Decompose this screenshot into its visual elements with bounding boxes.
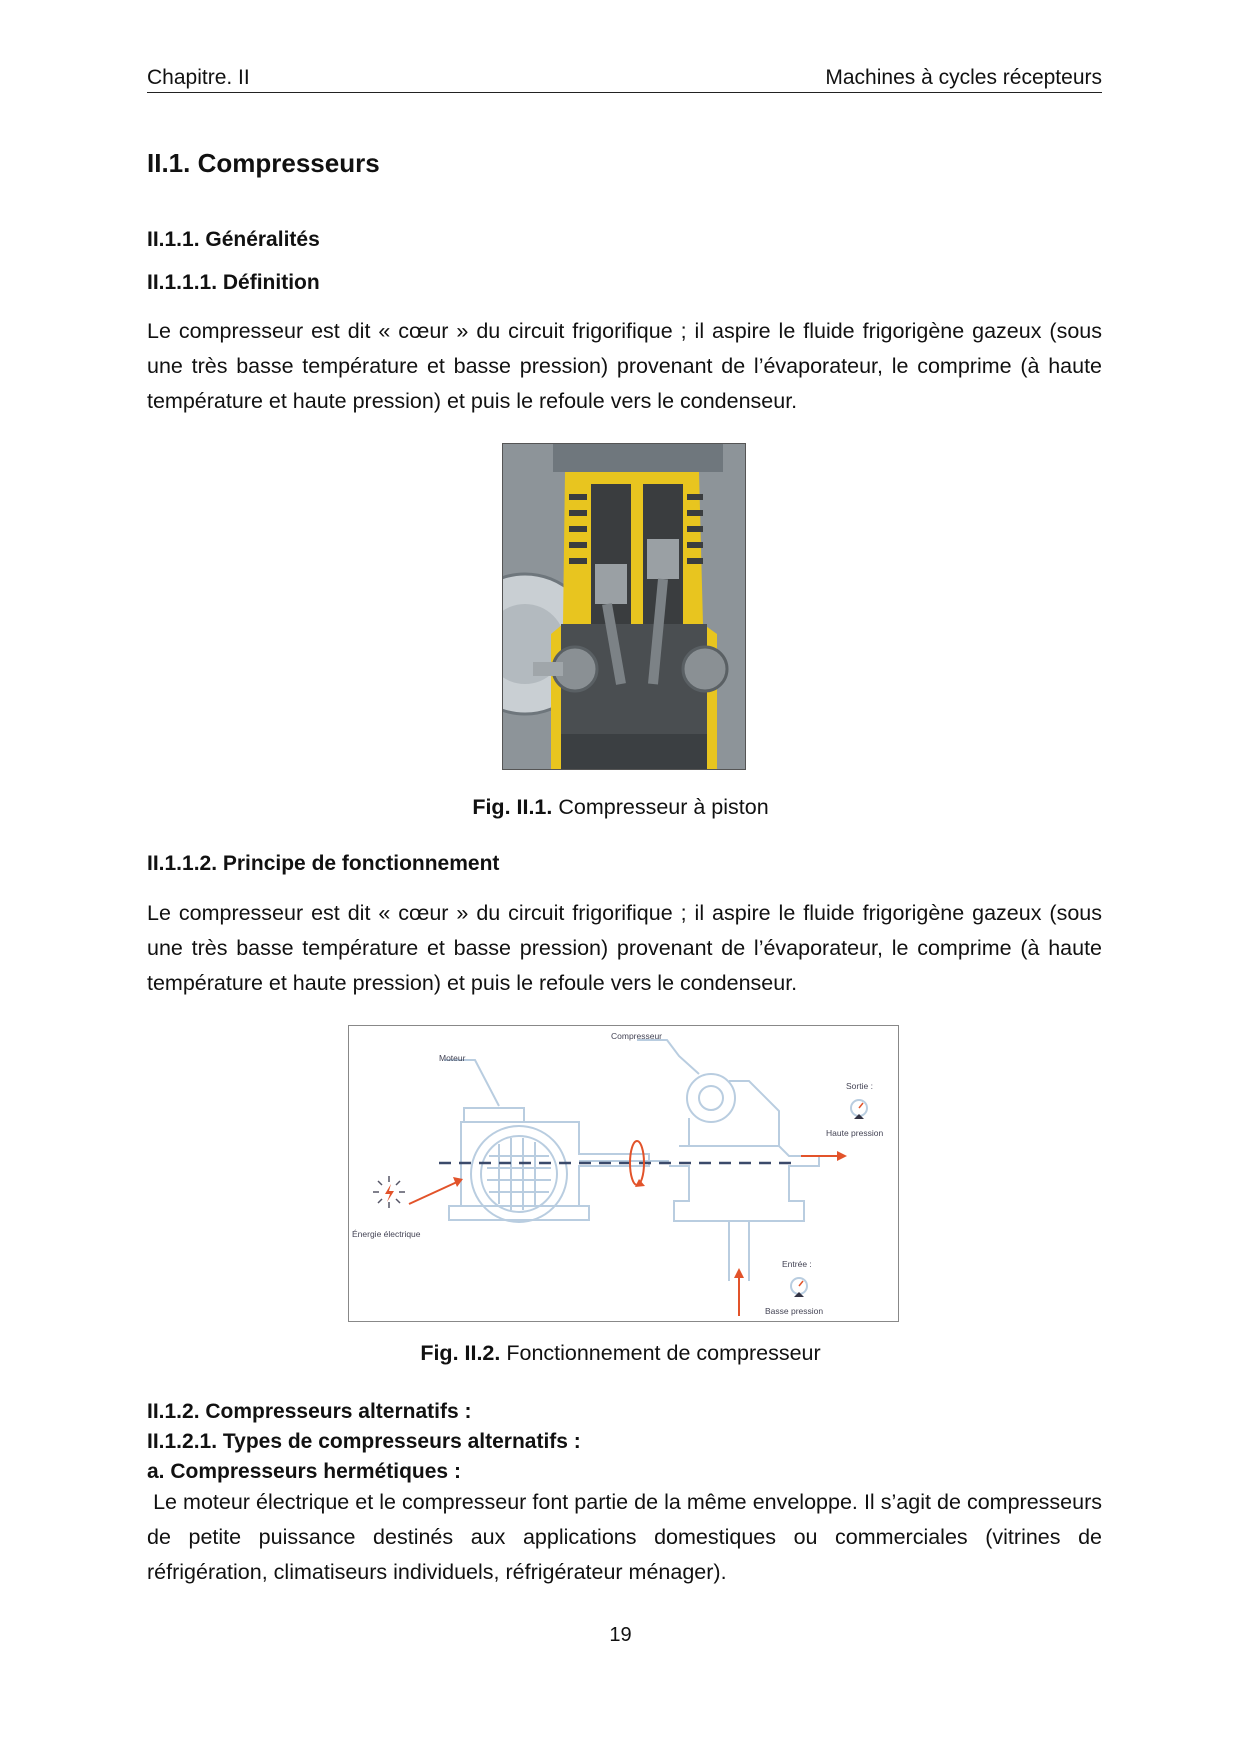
piston-compressor-image (502, 443, 746, 770)
subsection-definition: II.1.1.1. Définition (147, 271, 320, 294)
label-compresseur: Compresseur (611, 1031, 663, 1041)
section-title: II.1. Compresseurs (147, 148, 380, 178)
figure-2-caption (0, 1341, 1241, 1366)
figure-1-label: Fig. II.1. (472, 795, 553, 819)
figure-1-caption-text: Compresseur à piston (552, 795, 769, 819)
label-moteur: Moteur (439, 1053, 466, 1063)
label-sortie: Sortie : (846, 1081, 873, 1091)
label-basse-pression: Basse pression (765, 1306, 824, 1316)
label-haute-pression: Haute pression (826, 1128, 884, 1138)
page-number: 19 (609, 1624, 632, 1646)
hermetiques-paragraph: Le moteur électrique et le compresseur font partie de la même enveloppe. Il s’agit de compresseurs de petite puissance destinés aux applications domestiques ou commerciales (vitrines de réfrigération, climatiseurs individuels, réfrigérateur ménager). (147, 1490, 1108, 1584)
figure-2-caption-text: Fonctionnement de compresseur (500, 1341, 821, 1365)
subsection-principe: II.1.1.2. Principe de fonctionnement (147, 852, 500, 875)
definition-paragraph: Le compresseur est dit « cœur » du circuit frigorifique ; il aspire le fluide frigorigène gazeux (sous une très basse température et basse pression) provenant de l’évaporateur, le comprime (à haute température et haute pression) et puis le refoule vers le condenseur. (147, 319, 1102, 413)
page-header (147, 64, 1102, 93)
subsection-alternatifs: II.1.2. Compresseurs alternatifs : (147, 1400, 472, 1423)
principe-paragraph: Le compresseur est dit « cœur » du circuit frigorifique ; il aspire le fluide frigorigène gazeux (sous une très basse température et basse pression) provenant de l’évaporateur, le comprime (à haute température et haute pression) et puis le refoule vers le condenseur. (147, 901, 1102, 995)
subsection-types: II.1.2.1. Types de compresseurs alternatifs : (147, 1430, 581, 1453)
label-energie-electrique: Énergie électrique (352, 1229, 421, 1239)
figure-1-caption (0, 795, 1241, 820)
figure-2-label: Fig. II.2. (420, 1341, 501, 1365)
header-title: Machines à cycles récepteurs (825, 66, 1102, 89)
compressor-operation-diagram (348, 1025, 899, 1322)
subsection-hermetiques: a. Compresseurs hermétiques : (147, 1460, 461, 1483)
header-chapter: Chapitre. II (147, 66, 250, 89)
label-entree: Entrée : (782, 1259, 812, 1269)
subsection-generalites: II.1.1. Généralités (147, 228, 320, 251)
